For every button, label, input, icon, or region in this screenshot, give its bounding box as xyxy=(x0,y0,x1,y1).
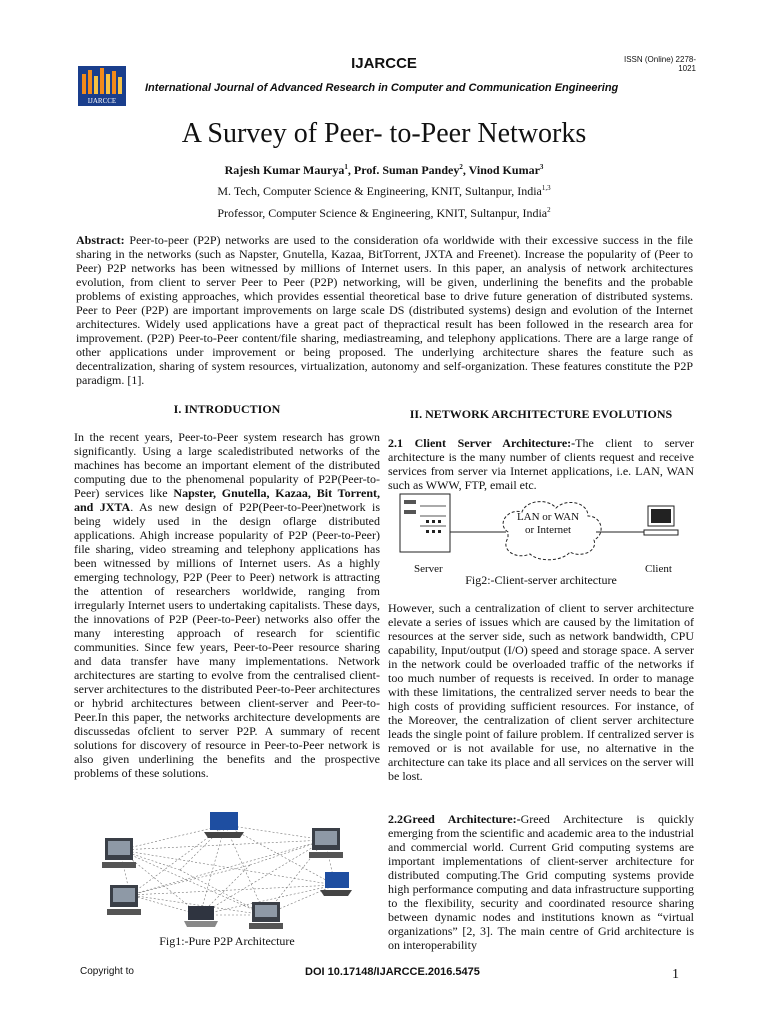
logo-text: IJARCCE xyxy=(87,97,117,105)
affiliation-1-sup: 1,3 xyxy=(541,184,551,192)
server-icon xyxy=(400,494,450,552)
section2-para2: However, such a centralization of client to server architecture elevate a series of issues which are caused by the limitation of resources at the server side, such as network bandwidth, CPU capability, Input/output (I/O) speed and storage space. A server in the network could be overloaded traffic of the networks if too much number of requests is received. In order to manage with these limitations, the centralized server needs to bear the high costs of providing sufficient resources. For instance, of the Moreover, the centralization of client server architecture leads the single point of failure problem. If centralized server is removed or is not available for use, no alternative in the architecture can take its place and all services on the server will be lost. xyxy=(388,601,694,783)
author-sup: 3 xyxy=(539,163,544,171)
intro-text-part2: . As new design of P2P(Peer-to-Peer)network is being widely used in the design oflarge distributed applications. Ahigh increase popularity of P2P (Peer-to-Peer) file sharing, video streaming and telephony applications has been witnessed by millions of Internet users. As a highly emerging technology, P2P (Peer to Peer) network is attracting the attention of researchers worldwide, ranging from irregularly Internet users to undertaking capitalists. These days, the innovations of P2P (Peer-to-Peer) networks also offer the many interesting approach of research for scientific communities. Since few years, Peer-to-Peer resource sharing and data transfer have many implementations. Network architectures are starting to evolve from the centralised client-server architectures to the distributed Peer-to-Peer architectures or hybrid architectures between client-server and Peer-to-Peer.In this paper, the networks architecture developments are discussedas ofclient to server P2P. A summary of recent solutions for discovery of resource in Peer-to-Peer network is also given underlining the benefits and the prospective problems of these solutions. xyxy=(74,500,381,780)
affiliation-2-text: Professor, Computer Science & Engineering, KNIT, Sultanpur, India xyxy=(217,206,548,220)
logo-graphic-icon xyxy=(78,66,126,106)
affiliation-2-sup: 2 xyxy=(547,206,551,214)
intro-bold-apps: Napster, Gnutella, Kazaa, Bit Torrent, and JXTA xyxy=(74,486,380,514)
fig2-caption: Fig2:-Client-server architecture xyxy=(465,573,617,587)
abstract xyxy=(76,233,693,387)
author-list: Rajesh Kumar Maurya$^1$, Prof. Suman Pandey$^2$, Vinod Kumar$^3$ xyxy=(224,163,544,177)
section2-1-body xyxy=(388,436,694,492)
issn-line-1: ISSN (Online) 2278- xyxy=(623,55,696,64)
server-label: Server xyxy=(414,563,443,575)
laptop-icon xyxy=(184,906,218,927)
page-number: 1 xyxy=(672,967,679,982)
cloud-icon xyxy=(503,502,601,560)
computer-icon xyxy=(107,885,141,915)
section2-heading: II. NETWORK ARCHITECTURE EVOLUTIONS xyxy=(409,407,673,421)
intro-heading: I. INTRODUCTION xyxy=(173,402,281,416)
journal-logo xyxy=(78,66,126,106)
author-name: Prof. Suman Pandey xyxy=(353,163,460,177)
affiliation-2 xyxy=(0,206,768,221)
abstract-text: Peer-to-peer (P2P) networks are used to the consideration ofa worldwide with their excessive success in the file sharing in the networks (such as Napster, Gnutella, Kazaa, BitTorrent, JXTA and Freenet). Increase the popularity of (Peer to Peer) P2P networks has been witnessed by millions of Internet users. In this paper, an analysis of network architectures evolution, from client to server Peer to Peer (P2P) networking, will be given, underlining the benefits and the probable problems of existing approaches, which provides essential theoretical base to drive future generation of distributed systems. Peer to Peer (P2P) are important improvements on large scale DS (distributed systems) design and evolution of the Internet architectures. Widely used applications have a great pact of thepractical result has been followed in the research area for improvement. (P2P) Peer-to-Peer content/file sharing, mediastreaming, and telephony applications. There are a large range of other applications under improvement or being proposed. The underlying architecture shares the feature such as decentralization, sharing of system resources, virtualization, autonomy and self-organization. These features constitute the P2P paradigm. [1]. xyxy=(76,233,693,387)
computer-icon xyxy=(102,838,136,868)
section2-2-body xyxy=(388,812,694,952)
journal-short-title: IJARCCE xyxy=(351,55,417,72)
intro-text-part1: In the recent years, Peer-to-Peer system research has grown significantly. Using a large scaledistributed networks of the machines has become an important element of the distributed computing due to the phenomenal popularity of P2P(Peer-to-Peer) services like xyxy=(74,430,380,500)
cloud-label-2: or Internet xyxy=(524,524,572,536)
section2-2-text: Greed Architecture is quickly emerging from the scientific and academic area to the industrial and commercial world. Current Grid computing systems are important implementations of client-server architecture for distributed computing.The Grid computing systems provide high performance computing and data infrastructure supporting to the flexibility, security and coordinated resource sharing between dynamic nodes and institutions known as “virtual organizations” [2, 3]. The main centre of Grid architecture is on interoperability xyxy=(388,812,694,952)
affiliation-1-text: M. Tech, Computer Science & Engineering, KNIT, Sultanpur, India xyxy=(217,184,542,198)
footer-doi: DOI 10.17148/IJARCCE.2016.5475 xyxy=(305,966,480,978)
fig2-client-server-diagram xyxy=(398,492,698,578)
fig1-p2p-diagram xyxy=(100,810,360,935)
author-name: Rajesh Kumar Maurya xyxy=(224,163,345,177)
cloud-label-1: LAN or WAN xyxy=(516,511,580,523)
author-sup: 2 xyxy=(459,163,463,171)
client-computer-icon xyxy=(644,506,678,535)
computer-icon xyxy=(249,902,283,929)
laptop-icon xyxy=(204,812,244,838)
section2-1-label: 2.1 Client Server Architecture:- xyxy=(388,436,576,450)
intro-body xyxy=(74,430,380,780)
computer-icon xyxy=(309,828,343,858)
paper-title: A Survey of Peer- to-Peer Networks xyxy=(181,118,587,149)
author-name: Vinod Kumar xyxy=(468,163,540,177)
section2-2-label: 2.2Greed Architecture:- xyxy=(388,812,521,826)
affiliation-1 xyxy=(0,184,768,199)
fig1-caption: Fig1:-Pure P2P Architecture xyxy=(159,934,295,948)
author-sup: 1 xyxy=(344,163,348,171)
client-label: Client xyxy=(645,563,672,575)
issn-line-2: 1021 xyxy=(678,64,696,73)
issn-number xyxy=(606,55,696,73)
p2p-links xyxy=(120,825,335,915)
laptop-icon xyxy=(320,872,352,896)
abstract-label: Abstract: xyxy=(76,233,125,247)
journal-full-name: International Journal of Advanced Research in Computer and Communication Engineering xyxy=(145,82,619,94)
footer-copyright: Copyright to xyxy=(80,966,134,977)
section2-1-text: The client to server architecture is the many number of clients request and receive services from server via Internet applications, i.e. LAN, WAN such as WWW, FTP, email etc. xyxy=(388,436,694,492)
